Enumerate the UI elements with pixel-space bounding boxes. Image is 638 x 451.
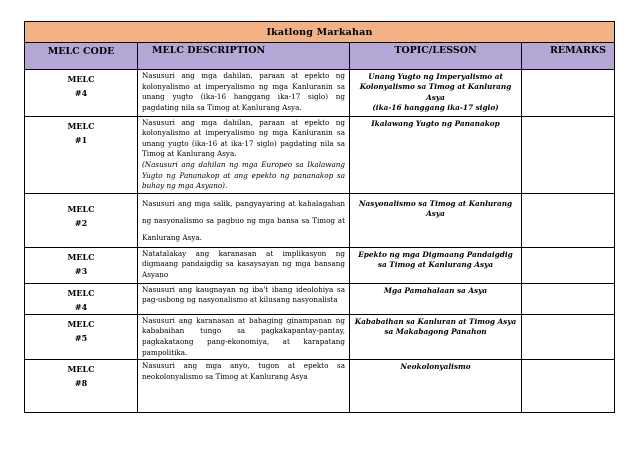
topic-text: Unang Yugto ng Imperyalismo at Kolonyalismo sa Timog at Kanlurang Asya — [359, 72, 512, 102]
melc-description-text: Nasusuri ang mga dahilan, paraan at epekto ng kolonyalismo at imperyalismo ng mga Kanluranin sa unang yugto (ika-16 hanggang ika-17 siglo) ng pagdating nila sa Timog at Kanlurang Asya. — [142, 71, 345, 112]
topic-cell — [350, 360, 522, 413]
table-row — [25, 193, 615, 247]
melc-code-label: MELC — [67, 203, 95, 214]
melc-code-label: MELC — [67, 120, 95, 131]
melc-description-cell — [138, 116, 350, 193]
topic-text: Neokolonyalismo — [400, 362, 471, 372]
melc-description-cell — [138, 283, 350, 314]
table-row — [25, 247, 615, 283]
topic-cell — [350, 116, 522, 193]
topic-text-sub: (ika-16 hanggang ika-17 siglo) — [372, 103, 499, 113]
melc-code-cell — [25, 283, 138, 314]
melc-code-number: #4 — [74, 301, 88, 312]
melc-code-number: #1 — [74, 134, 88, 145]
remarks-cell — [522, 70, 615, 117]
remarks-cell — [522, 283, 615, 314]
document-page — [24, 21, 614, 413]
melc-code-label: MELC — [67, 251, 95, 262]
header-melc-code: MELC CODE — [25, 43, 138, 70]
melc-description-cell — [138, 193, 350, 247]
topic-cell — [350, 283, 522, 314]
remarks-cell — [522, 314, 615, 359]
header-row — [25, 43, 615, 70]
melc-code-cell — [25, 360, 138, 413]
table-row — [25, 360, 615, 413]
topic-cell — [350, 314, 522, 359]
melc-code-cell — [25, 247, 138, 283]
quarter-title: Ikatlong Markahan — [25, 22, 615, 43]
melc-code-label: MELC — [67, 318, 95, 329]
topic-cell — [350, 193, 522, 247]
melc-description-cell — [138, 314, 350, 359]
table-row — [25, 283, 615, 314]
header-topic-lesson: TOPIC/LESSON — [350, 43, 522, 70]
melc-description-cell — [138, 70, 350, 117]
header-remarks: REMARKS — [522, 43, 615, 70]
melc-code-cell — [25, 193, 138, 247]
header-melc-description: MELC DESCRIPTION — [138, 43, 350, 70]
melc-description-text: Nasusuri ang mga dahilan, paraan at epekto ng kolonyalismo at imperyalismo ng mga Kanluranin sa unang yugto (ika-16 at ika-17 siglo) pagdating nila sa Timog at Kanlurang Asya. — [142, 117, 345, 159]
melc-description-text: Nasusuri ang karanasan at bahaging ginampanan ng kababaihan tungo sa pagkakapantay-pantay, pagkakataong pang-ekonomiya, at karapatang pampolitika. — [142, 315, 345, 357]
melc-description-cell — [138, 247, 350, 283]
melc-description-text: Nasusuri ang mga anyo, tugon at epekto sa neokolonyalismo sa Timog at Kanlurang Asya — [142, 361, 345, 381]
topic-text: Ikalawang Yugto ng Pananakop — [371, 118, 500, 128]
melc-code-cell — [25, 314, 138, 359]
table-row — [25, 314, 615, 359]
melc-code-label: MELC — [67, 364, 95, 375]
melc-code-label: MELC — [67, 74, 95, 84]
melc-code-cell — [25, 70, 138, 117]
topic-text: Nasyonalismo sa Timog at Kanlurang Asya — [358, 198, 513, 219]
melc-code-cell — [25, 116, 138, 193]
melc-description-note: (Nasusuri ang dahilan ng mga Europeo sa Ikalawang Yugto ng Pananakop at ang epekto ng pananakop sa buhay ng mga Asyano). — [142, 160, 345, 191]
table-row — [25, 116, 615, 193]
melc-table — [24, 21, 615, 413]
melc-description-text: Nasusuri ang mga salik, pangyayaring at kahalagahan ng nasyonalismo sa pagbuo ng mga bansa sa Timog at Kanlurang Asya. — [142, 198, 345, 242]
table-row — [25, 70, 615, 117]
topic-text: Epekto ng mga Digmaang Pandaigdig sa Timog at Kanlurang Asya — [358, 249, 513, 270]
melc-code-number: #3 — [74, 265, 88, 276]
melc-code-label: MELC — [67, 287, 95, 298]
melc-description-cell — [138, 360, 350, 413]
melc-description-text: Natatalakay ang karanasan at implikasyon ng digmaang pandaigdig sa kasaysayan ng mga bansang Asyano — [142, 248, 345, 279]
title-row — [25, 22, 615, 43]
topic-text: Mga Pamahalaan sa Asya — [383, 285, 488, 295]
melc-code-number: #5 — [74, 332, 88, 343]
topic-cell — [350, 247, 522, 283]
remarks-cell — [522, 247, 615, 283]
melc-code-number: #4 — [74, 88, 88, 98]
melc-code-number: #8 — [74, 378, 88, 389]
melc-code-number: #2 — [74, 217, 88, 228]
topic-cell — [350, 70, 522, 117]
remarks-cell — [522, 116, 615, 193]
topic-text: Kababaihan sa Kanluran at Timog Asya sa Makabagong Panahon — [354, 316, 517, 337]
remarks-cell — [522, 193, 615, 247]
melc-description-text: Nasusuri ang kaugnayan ng iba't ibang ideolohiya sa pag-usbong ng nasyonalismo at kilusang nasyonalista — [142, 284, 345, 305]
remarks-cell — [522, 360, 615, 413]
